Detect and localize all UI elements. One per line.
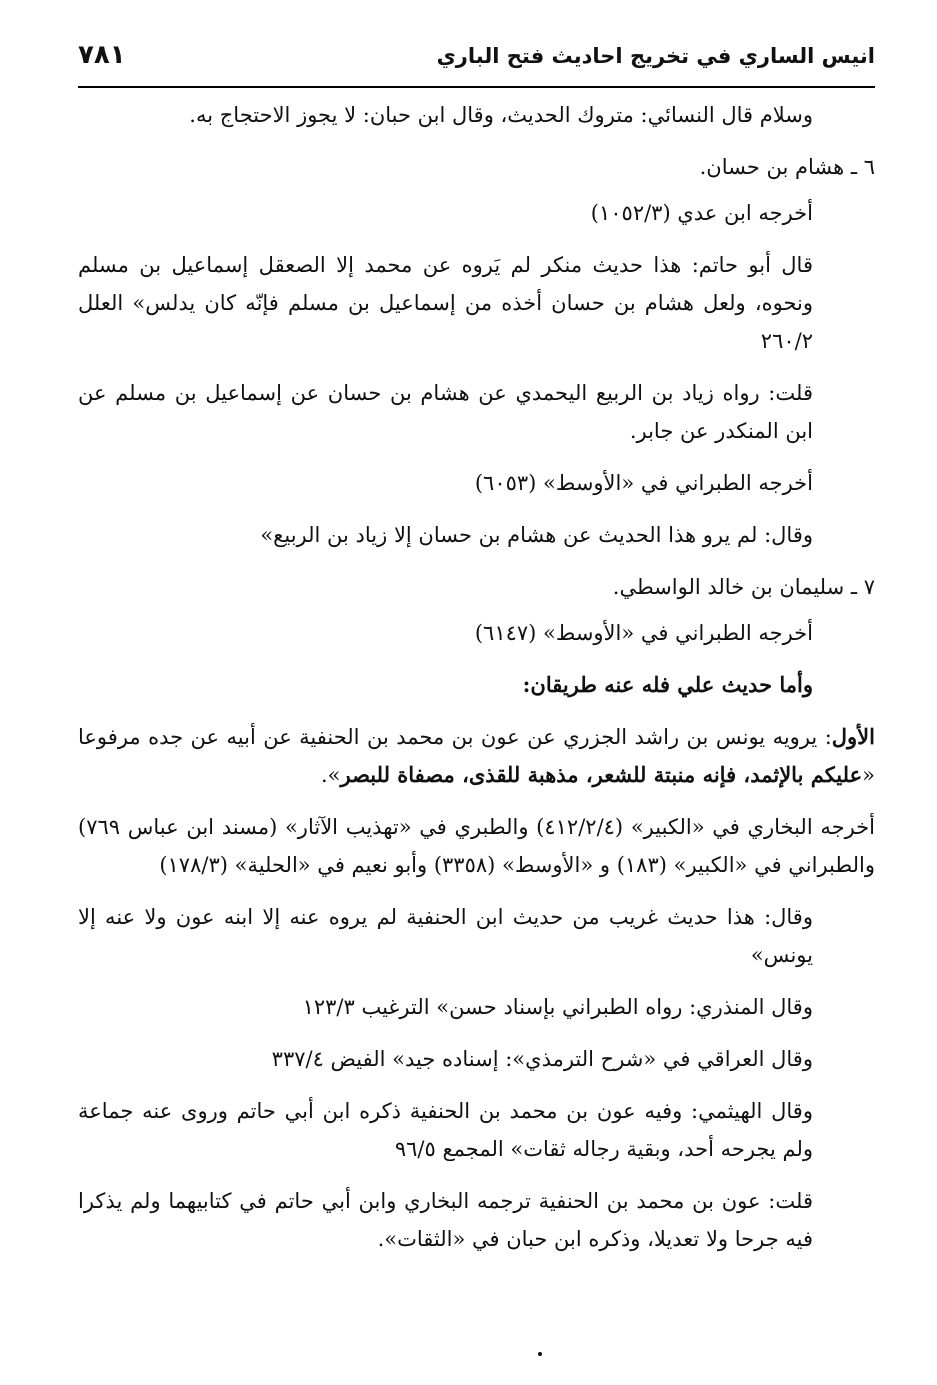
paragraph-12: أخرجه البخاري في «الكبير» (٤١٢/٢/٤) والطبري في «تهذيب الآثار» (مسند ابن عباس ٧٦٩) والطبراني في «الكبير» (١٨٣) و «الأوسط» (٣٣٥٨) وأبو نعيم في «الحلية» (١٧٨/٣) — [78, 815, 875, 877]
paragraph-2-heading: ٦ ـ هشام بن حسان. — [699, 155, 875, 179]
page-body — [78, 96, 875, 1272]
paragraph-14: وقال المنذري: رواه الطبراني بإسناد حسن» الترغيب ١٢٣/٣ — [302, 995, 813, 1019]
paragraph-6: أخرجه الطبراني في «الأوسط» (٦٠٥٣) — [474, 471, 813, 495]
paragraph-16: وقال الهيثمي: وفيه عون بن محمد بن الحنفية ذكره ابن أبي حاتم وروى عنه جماعة ولم يجرحه أحد، وبقية رجاله ثقات» المجمع ٩٦/٥ — [78, 1099, 813, 1161]
paragraph-1: وسلام قال النسائي: متروك الحديث، وقال ابن حبان: لا يجوز الاحتجاج به. — [189, 103, 813, 127]
page-header — [78, 38, 875, 84]
section-heading: وأما حديث علي فله عنه طريقان: — [522, 672, 813, 697]
first-route-label: الأول — [831, 724, 875, 749]
page-number: ٧٨١ — [78, 40, 126, 70]
paragraph-3: أخرجه ابن عدي (١٠٥٢/٣) — [590, 201, 813, 225]
paragraph-first-route — [78, 718, 875, 794]
footer-mark — [538, 1352, 542, 1356]
header-rule — [78, 86, 875, 88]
paragraph-4: قال أبو حاتم: هذا حديث منكر لم يَروه عن محمد إلا الصعقل إسماعيل بن مسلم ونحوه، ولعل هشام بن حسان أخذه من إسماعيل بن مسلم فإنّه كان يدلس» العلل ٢٦٠/٢ — [78, 253, 813, 353]
paragraph-15: وقال العراقي في «شرح الترمذي»: إسناده جيد» الفيض ٣٣٧/٤ — [271, 1047, 813, 1071]
hadith-text: عليكم بالإثمد، فإنه منبتة للشعر، مذهبة للقذى، مصفاة للبصر — [340, 762, 863, 787]
paragraph-9: أخرجه الطبراني في «الأوسط» (٦١٤٧) — [474, 621, 813, 645]
first-route-close: ». — [320, 763, 341, 787]
paragraph-13: وقال: هذا حديث غريب من حديث ابن الحنفية لم يروه عنه إلا ابنه عون ولا عنه إلا يونس» — [78, 905, 813, 967]
paragraph-8-heading: ٧ ـ سليمان بن خالد الواسطي. — [612, 575, 875, 599]
first-route-text: : يرويه يونس بن راشد الجزري عن عون بن محمد بن الحنفية عن أبيه عن جده مرفوعا « — [78, 725, 875, 787]
paragraph-17: قلت: عون بن محمد بن الحنفية ترجمه البخاري وابن أبي حاتم في كتابيهما ولم يذكرا فيه جرحا ولا تعديلا، وذكره ابن حبان في «الثقات». — [78, 1189, 813, 1251]
running-title: انيس الساري في تخريج احاديث فتح الباري — [436, 44, 875, 68]
paragraph-5: قلت: رواه زياد بن الربيع اليحمدي عن هشام بن حسان عن إسماعيل بن مسلم عن ابن المنكدر عن جابر. — [78, 381, 813, 443]
paragraph-7: وقال: لم يرو هذا الحديث عن هشام بن حسان إلا زياد بن الربيع» — [260, 523, 813, 547]
